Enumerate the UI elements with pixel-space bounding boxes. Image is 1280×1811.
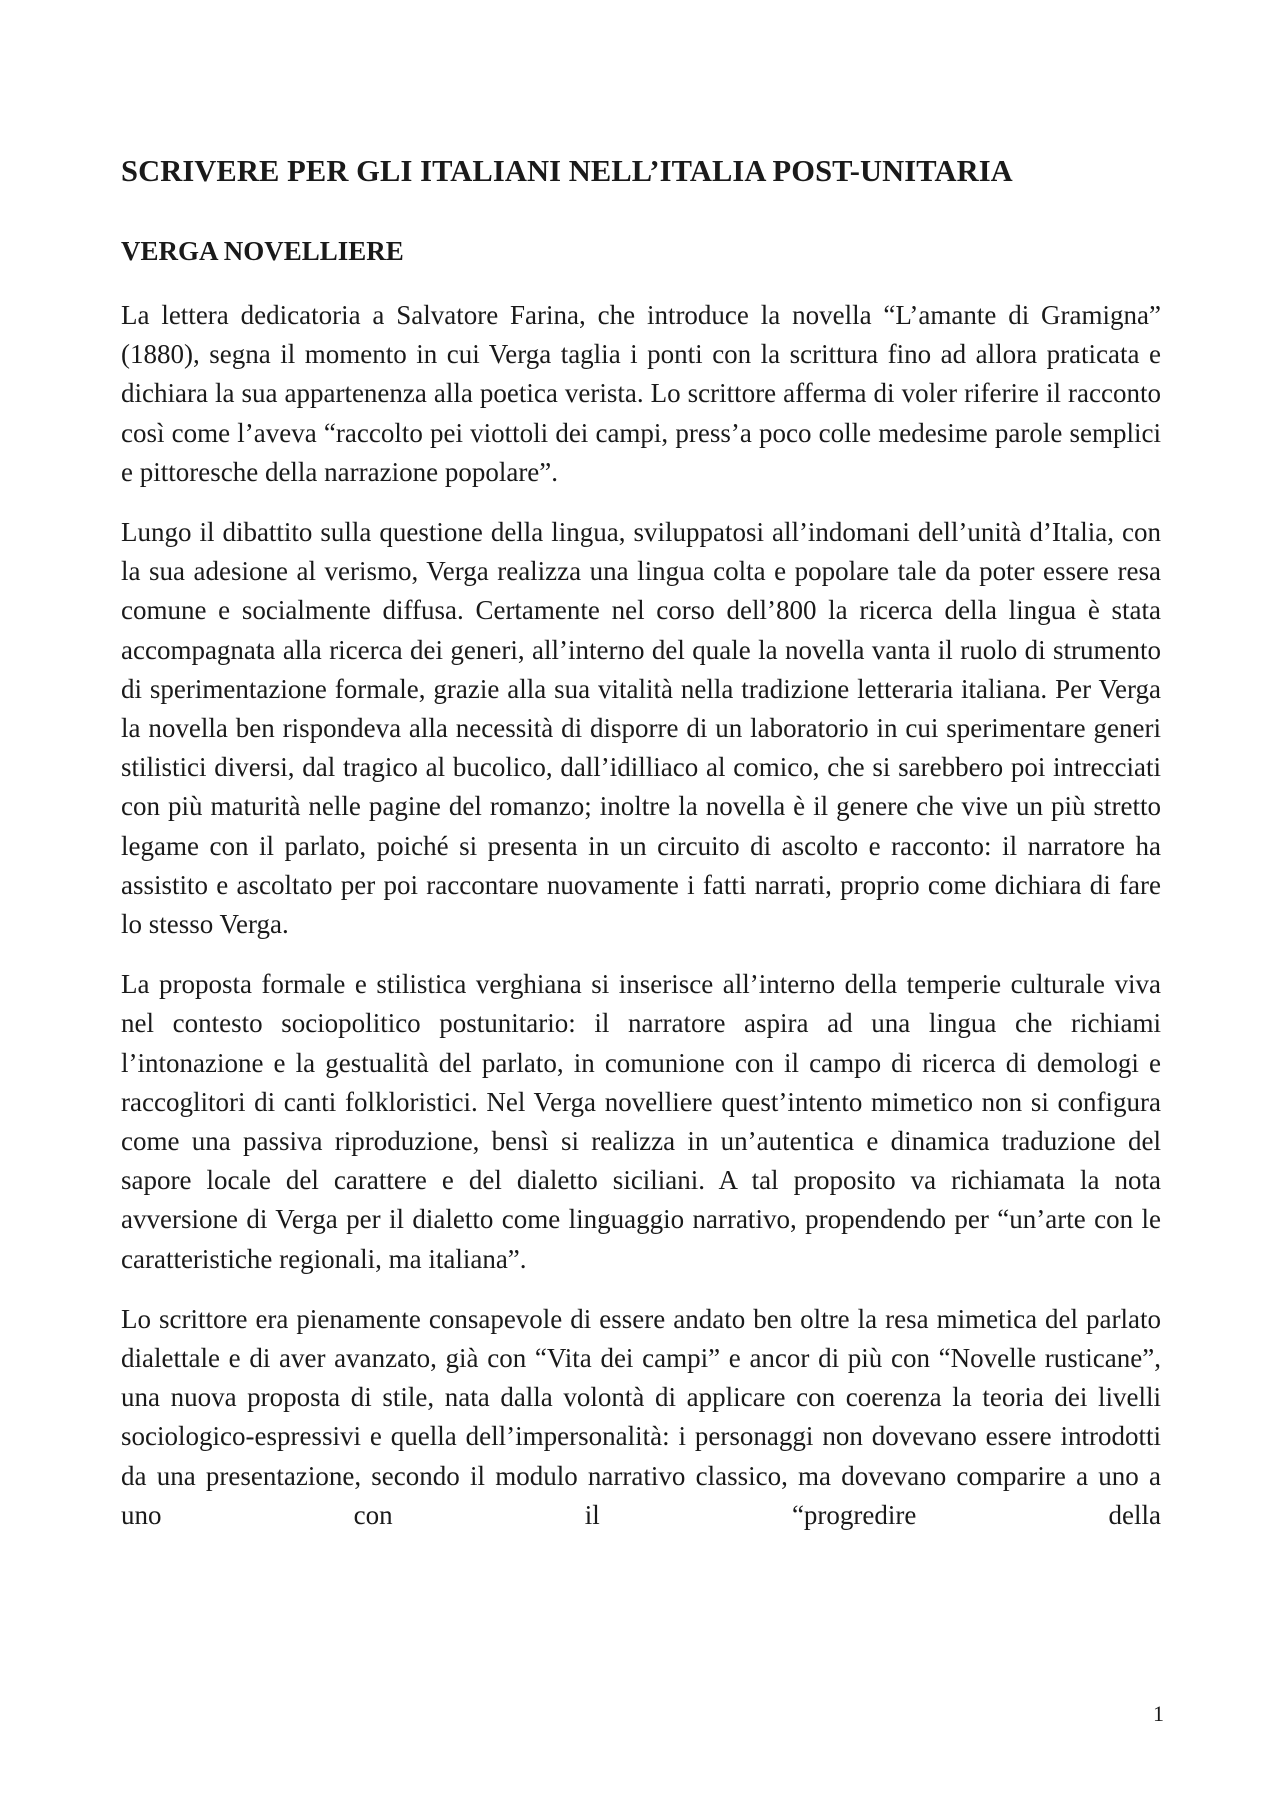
paragraph-3: La proposta formale e stilistica verghiana si inserisce all’interno della temperie culturale viva nel contesto sociopolitico postunitario: il narratore aspira ad una lingua che richiami l’intonazione e la gestualità del parlato, in comunione con il campo di ricerca di demologi e raccoglitori di canti folkloristici. Nel Verga novelliere quest’intento mimetico non si configura come una passiva riproduzione, bensì si realizza in un’autentica e dinamica traduzione del sapore locale del carattere e del dialetto siciliani. A tal proposito va richiamata la nota avversione di Verga per il dialetto come linguaggio narrativo, propendendo per “un’arte con le caratteristiche regionali, ma italiana”. [121, 969, 1161, 1274]
paragraph-1: La lettera dedicatoria a Salvatore Farina, che introduce la novella “L’amante di Gramigna” (1880), segna il momento in cui Verga taglia i ponti con la scrittura fino ad allora praticata e dichiara la sua appartenenza alla poetica verista. Lo scrittore afferma di voler riferire il racconto così come l’aveva “raccolto pei viottoli dei campi, press’a poco colle medesime parole semplici e pittoresche della narrazione popolare”. [121, 300, 1161, 487]
section-heading: VERGA NOVELLIERE [121, 236, 404, 266]
page-number: 1 [1153, 1701, 1164, 1726]
paragraph-2: Lungo il dibattito sulla questione della lingua, sviluppatosi all’indomani dell’unità d’Italia, con la sua adesione al verismo, Verga realizza una lingua colta e popolare tale da poter essere resa comune e socialmente diffusa. Certamente nel corso dell’800 la ricerca della lingua è stata accompagnata alla ricerca dei generi, all’interno del quale la novella vanta il ruolo di strumento di sperimentazione formale, grazie alla sua vitalità nella tradizione letteraria italiana. Per Verga la novella ben rispondeva alla necessità di disporre di un laboratorio in cui sperimentare generi stilistici diversi, dal tragico al bucolico, dall’idilliaco al comico, che si sarebbero poi intrecciati con più maturità nelle pagine del romanzo; inoltre la novella è il genere che vive un più stretto legame con il parlato, poiché si presenta in un circuito di ascolto e racconto: il narratore ha assistito e ascoltato per poi raccontare nuovamente i fatti narrati, proprio come dichiara di fare lo stesso Verga. [121, 517, 1161, 940]
page-content [121, 151, 1161, 1535]
paragraph-4: Lo scrittore era pienamente consapevole di essere andato ben oltre la resa mimetica del parlato dialettale e di aver avanzato, già con “Vita dei campi” e ancor di più con “Novelle rusticane”, una nuova proposta di stile, nata dalla volontà di applicare con coerenza la teoria dei livelli sociologico-espressivi e quella dell’impersonalità: i personaggi non dovevano essere introdotti da una presentazione, secondo il modulo narrativo classico, ma dovevano comparire a uno a uno con il “progredire della [121, 1303, 1161, 1530]
document-title: SCRIVERE PER GLI ITALIANI NELL’ITALIA POST-UNITARIA [121, 154, 1013, 188]
body-text [121, 296, 1161, 1535]
